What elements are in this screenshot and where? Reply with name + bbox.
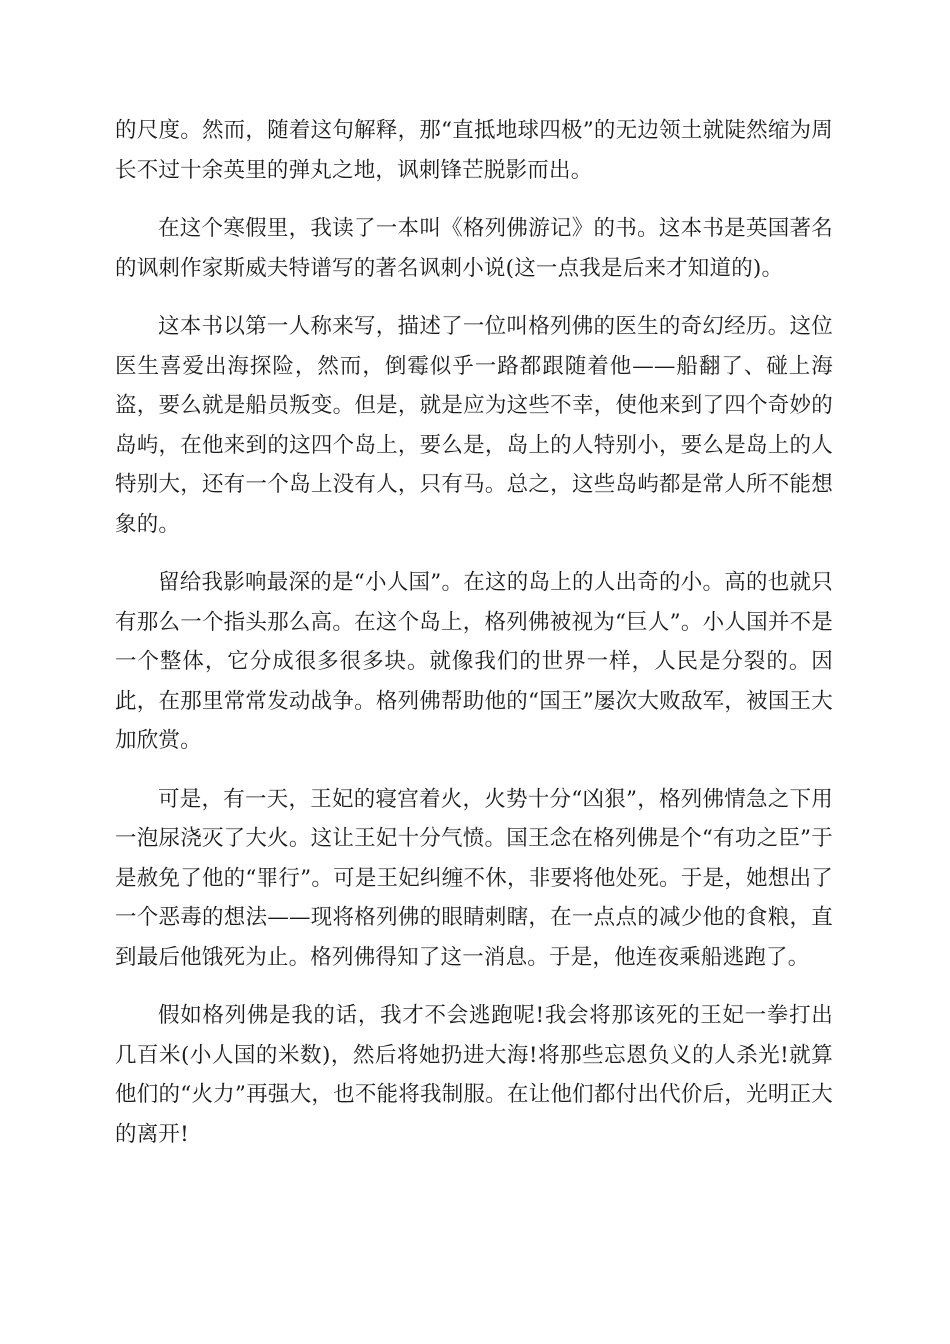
paragraph-fire: 可是，有一天，王妃的寝宫着火，火势十分“凶狠”，格列佛情急之下用一泡尿浇灭了大火。这让王妃十分气愤。国王念在格列佛是个“有功之臣”于是赦免了他的“罪行”。可是王妃纠缠不休，非要将他处死。于是，她想出了一个恶毒的想法——现将格列佛的眼睛刺瞎，在一点点的减少他的食粮，直到最后他饿死为止。格列佛得知了这一消息。于是，他连夜乘船逃跑了。 xyxy=(115,786,833,970)
paragraph-intro: 在这个寒假里，我读了一本叫《格列佛游记》的书。这本书是英国著名的讽刺作家斯威夫特谱写的著名讽刺小说(这一点我是后来才知道的)。 xyxy=(115,216,833,281)
paragraph-continued: 的尺度。然而，随着这句解释，那“直抵地球四极”的无边领土就陡然缩为周长不过十余英里的弹丸之地，讽刺锋芒脱影而出。 xyxy=(115,118,833,183)
document-body xyxy=(115,111,833,1173)
paragraph-reflection: 假如格列佛是我的话，我才不会逃跑呢!我会将那该死的王妃一拳打出几百米(小人国的米数)，然后将她扔进大海!将那些忘恩负义的人杀光!就算他们的“火力”再强大，也不能将我制服。在让他们都付出代价后，光明正大的离开! xyxy=(115,1003,833,1147)
paragraph-summary: 这本书以第一人称来写，描述了一位叫格列佛的医生的奇幻经历。这位医生喜爱出海探险，然而，倒霉似乎一路都跟随着他——船翻了、碰上海盗，要么就是船员叛变。但是，就是应为这些不幸，使他来到了四个奇妙的岛屿，在他来到的这四个岛上，要么是，岛上的人特别小，要么是岛上的人特别大，还有一个岛上没有人，只有马。总之，这些岛屿都是常人所不能想象的。 xyxy=(115,314,833,537)
paragraph-lilliput: 留给我影响最深的是“小人国”。在这的岛上的人出奇的小。高的也就只有那么一个指头那么高。在这个岛上，格列佛被视为“巨人”。小人国并不是一个整体，它分成很多很多块。就像我们的世界一样，人民是分裂的。因此，在那里常常发动战争。格列佛帮助他的“国王”屡次大败敌军，被国王大加欣赏。 xyxy=(115,570,833,753)
